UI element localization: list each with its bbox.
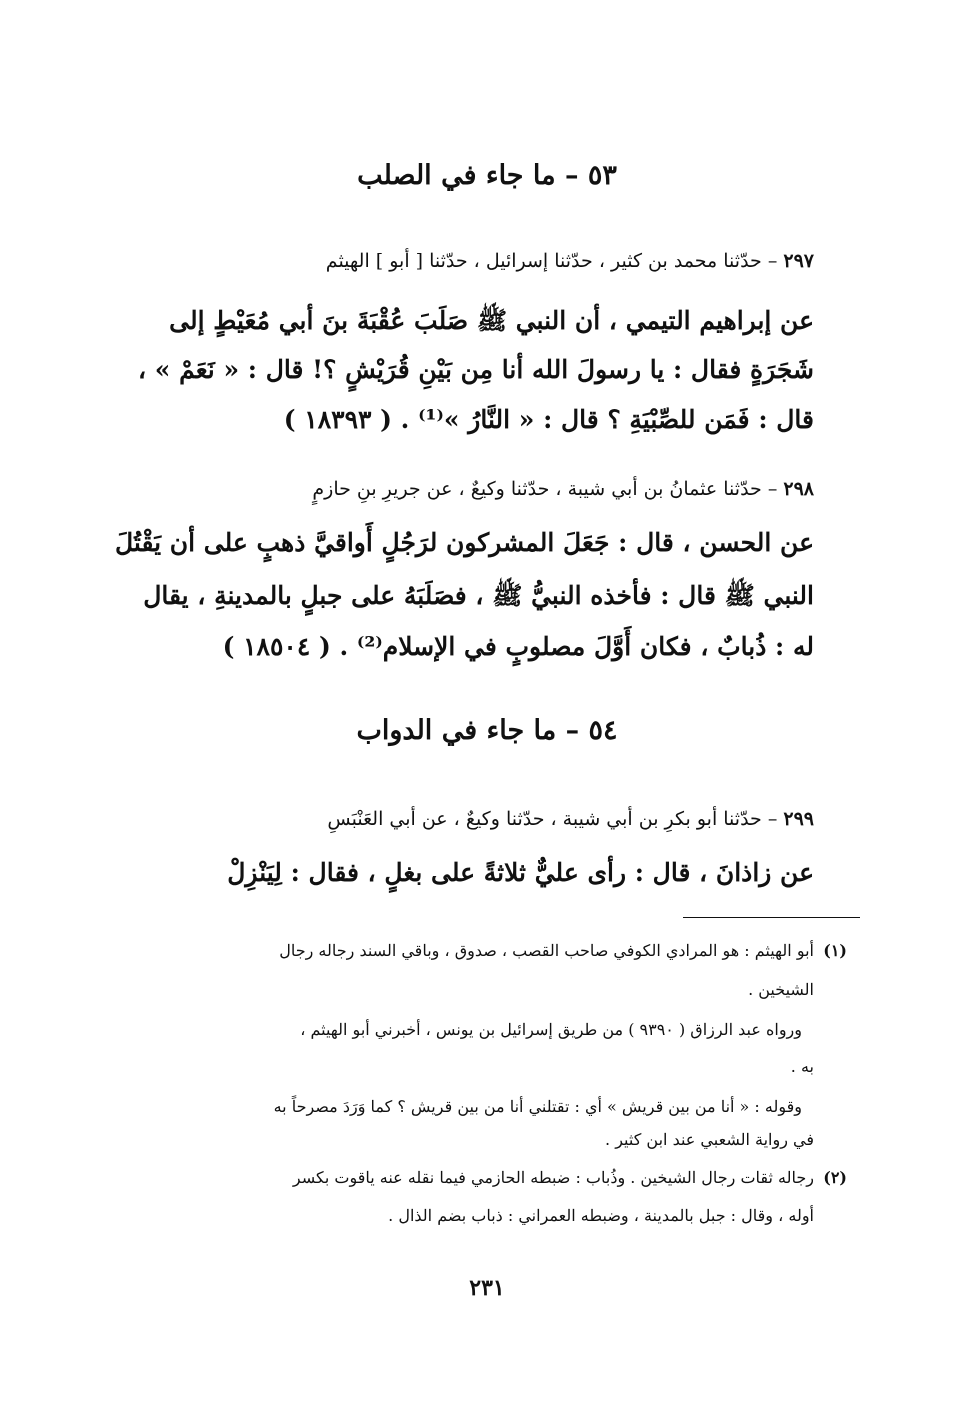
footnote-2-line-1: رجاله ثقات رجال الشيخين . وذُباب : ضبطه الحازمي فيما نقله عنه ياقوت بكسر <box>292 1168 814 1187</box>
hadith-297-line-2: عن إبراهيم التيمي ، أن النبي ﷺ صَلَبَ عُقْبَةَ بنَ أبي مُعَيْطٍ إلى <box>169 306 814 335</box>
hadith-298-line-1 <box>114 478 814 500</box>
hadith-number: ٢٩٩ <box>783 808 814 830</box>
hadith-297-line-3: شَجَرَةٍ فقال : يا رسولَ الله أنا مِن بَيْنِ قُرَيْشٍ ؟! قال : « نَعَمْ » ، <box>138 355 814 384</box>
footnote-1-marker: (١) <box>823 941 847 960</box>
hadith-number: ٢٩٨ <box>783 478 814 500</box>
section-heading-53: ٥٣ – ما جاء في الصلب <box>357 160 617 191</box>
hadith-298-line-4: له : ذُبابٌ ، فكان أَوَّلَ مصلوبٍ في الإسلام⁽²⁾ . ( ١٨٥٠٤ ) <box>222 632 814 661</box>
footnote-1-line-6: في رواية الشعبي عند ابن كثير . <box>605 1130 814 1149</box>
footnote-1-line-1: أبو الهيثم : هو المرادي الكوفي صاحب القصب ، صدوق ، وباقي السند رجاله رجال <box>279 941 814 960</box>
hadith-298-line-3: النبي ﷺ قال : فأخذه النبيُّ ﷺ ، فصَلَبَهُ على جبلٍ بالمدينةِ ، يقال <box>143 581 814 610</box>
hadith-299-line-2: عن زاذانَ ، قال : رأى عليٌّ ثلاثةً على بغلٍ ، فقال : لِيَنْزِلْ <box>227 858 814 887</box>
hadith-text: – حدّثنا أبو بكرِ بن أبي شيبة ، حدّثنا وكيعٌ ، عن أبي العَنْبَسِ <box>327 808 778 830</box>
hadith-297-line-4: قال : فَمَن للصِّبْيَةِ ؟ قال : « النَّارُ »⁽¹⁾ . ( ١٨٣٩٣ ) <box>283 405 814 434</box>
footnote-divider <box>683 917 860 918</box>
hadith-299-line-1 <box>114 808 814 830</box>
footnote-1-line-3: ورواه عبد الرزاق ( ٩٣٩٠ ) من طريق إسرائيل بن يونس ، أخبرني أبو الهيثم ، <box>300 1020 802 1039</box>
hadith-text: – حدّثنا عثمانُ بن أبي شيبة ، حدّثنا وكيعٌ ، عن جريرِ بنِ حازمٍ <box>312 478 778 500</box>
footnote-2-line-2: أوله ، وقال : جبل بالمدينة ، وضبطه العمراني : ذباب بضم الذال . <box>388 1206 814 1225</box>
hadith-297-line-1 <box>114 250 814 272</box>
footnote-2-marker: (٢) <box>823 1168 847 1187</box>
footnote-1-line-5: وقوله : « أنا من بين قريش » أي : تقتلني أنا من بين قريش ؟ كما وَرَدَ مصرحاً به <box>273 1097 802 1116</box>
hadith-number: ٢٩٧ <box>783 250 814 272</box>
footnote-1-line-2: الشيخين . <box>748 980 814 999</box>
footnote-1-line-4: به . <box>790 1057 814 1076</box>
page-number: ٢٣١ <box>469 1275 505 1301</box>
hadith-298-line-2: عن الحسن ، قال : جَعَلَ المشركون لرَجُلٍ أَواقيَّ ذهبٍ على أن يَقْتُلَ <box>114 528 814 557</box>
hadith-text: – حدّثنا محمد بن كثير ، حدّثنا إسرائيل ، حدّثنا [ أبو ] الهيثم <box>325 250 778 272</box>
section-heading-54: ٥٤ – ما جاء في الدواب <box>356 715 618 746</box>
